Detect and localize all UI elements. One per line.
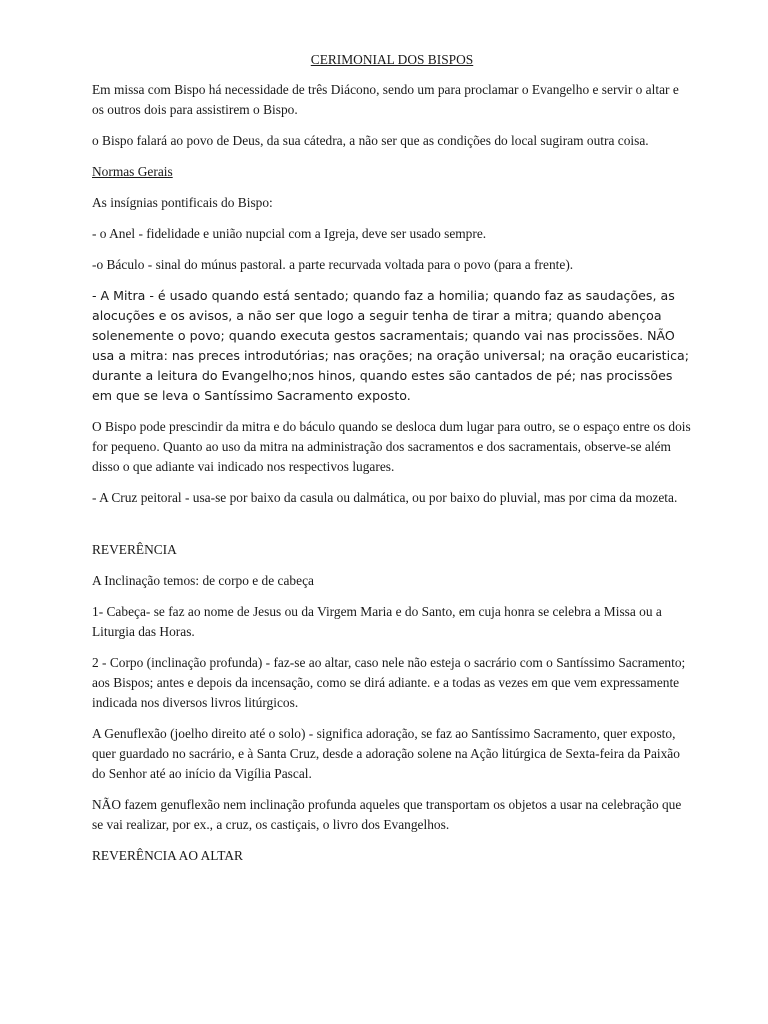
section-spacer — [92, 519, 692, 540]
paragraph-corpo: 2 - Corpo (inclinação profunda) - faz-se ao altar, caso nele não esteja o sacrário com o Santíssimo Sacramento; aos Bispos; antes e depois da incensação, como se dirá adiante. e a todas as vezes em que vem expressamente indicada nos diversos livros litúrgicos. — [92, 655, 686, 710]
paragraph-catedra: o Bispo falará ao povo de Deus, da sua cátedra, a não ser que as condições do local sugiram outra coisa. — [92, 133, 649, 148]
paragraph-cabeca: 1- Cabeça- se faz ao nome de Jesus ou da Virgem Maria e do Santo, em cuja honra se celebra a Missa ou a Liturgia das Horas. — [92, 604, 662, 639]
paragraph-mitra: - A Mitra - é usado quando está sentado; quando faz a homilia; quando faz as saudações, as alocuções e os avisos, a não ser que logo a seguir tenha de tirar a mitra; quando abençoa solenemente o povo; quando executa gestos sacramentais; quando vai nas procissões. NÃO usa a mitra: nas preces introdutórias; nas orações; na oração universal; na oração eucaristica; durante a leitura do Evangelho;nos hinos, quando estes são cantados de pé; nas procissões em que se leva o Santíssimo Sacramento exposto. — [92, 288, 689, 403]
paragraph-baculo: -o Báculo - sinal do múnus pastoral. a parte recurvada voltada para o povo (para a frente). — [92, 257, 574, 272]
paragraph-prescindir: O Bispo pode prescindir da mitra e do báculo quando se desloca dum lugar para outro, se o espaço entre os dois for pequeno. Quanto ao uso da mitra na administração dos sacramentos e dos sacramentais, observe-se além disso o que adiante vai indicado nos respectivos lugares. — [92, 419, 691, 474]
paragraph-insignias: As insígnias pontificais do Bispo: — [92, 195, 273, 210]
paragraph-anel: - o Anel - fidelidade e união nupcial com a Igreja, deve ser usado sempre. — [92, 226, 487, 241]
heading-reverencia-altar: REVERÊNCIA AO ALTAR — [92, 848, 243, 863]
heading-normas-gerais: Normas Gerais — [92, 164, 173, 179]
paragraph-nao-fazem: NÃO fazem genuflexão nem inclinação profunda aqueles que transportam os objetos a usar na celebração que se vai realizar, por ex., a cruz, os castiçais, o livro dos Evangelhos. — [92, 797, 682, 832]
paragraph-genuflexao: A Genuflexão (joelho direito até o solo) - significa adoração, se faz ao Santíssimo Sacramento, quer exposto, quer guardado no sacrário, e à Santa Cruz, desde a adoração solene na Ação litúrgica de Sexta-feira da Paixão do Senhor até ao início da Vigília Pascal. — [92, 726, 680, 781]
heading-reverencia: REVERÊNCIA — [92, 542, 177, 557]
paragraph-cruz-peitoral: - A Cruz peitoral - usa-se por baixo da casula ou dalmática, ou por baixo do pluvial, mas por cima da mozeta. — [92, 490, 678, 505]
document-title: CERIMONIAL DOS BISPOS — [310, 52, 474, 67]
paragraph-inclinacao: A Inclinação temos: de corpo e de cabeça — [92, 573, 314, 588]
paragraph-diaconos: Em missa com Bispo há necessidade de três Diácono, sendo um para proclamar o Evangelho e servir o altar e os outros dois para assistirem o Bispo. — [92, 82, 679, 117]
